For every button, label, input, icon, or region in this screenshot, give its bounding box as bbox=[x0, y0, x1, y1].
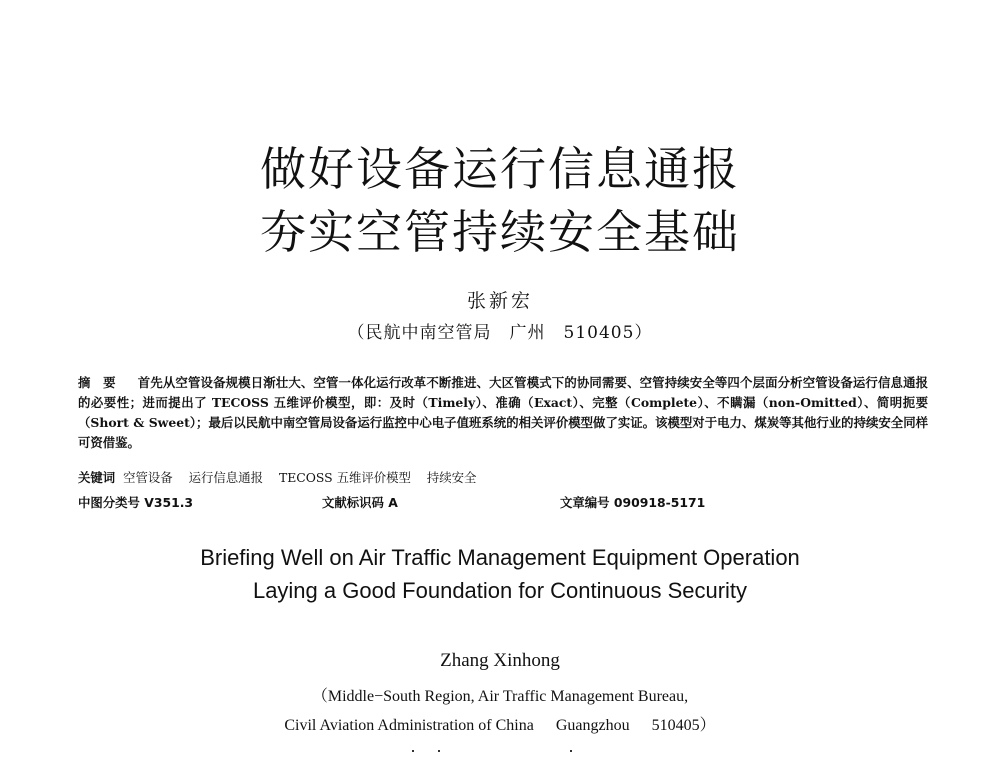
scan-speck bbox=[570, 750, 572, 752]
keywords-label: 关键词 bbox=[78, 470, 116, 485]
abstract-text: 首先从空管设备规模日渐壮大、空管一体化运行改革不断推进、大区管模式下的协同需要、空管持续安全等四个层面分析空管设备运行信息通报的必要性；进而提出了 TECOSS 五维评价模型，即：及时（Timely）、准确（Exact）、完整（Complete）、不瞒漏（non-Omitted）、简明扼要（Short & Sweet）；最后以民航中南空管局设备运行监控中心电子值班系统的相关评价模型做了实证。该模型对于电力、煤炭等其他行业的持续安全同样可资借鉴。 bbox=[78, 375, 929, 450]
abstract bbox=[78, 373, 928, 453]
english-affiliation-org: Civil Aviation Administration of China bbox=[284, 717, 534, 734]
english-affiliation-city: Guangzhou bbox=[555, 717, 630, 734]
english-affiliation-postcode: 510405） bbox=[651, 717, 716, 734]
keyword-item: 持续安全 bbox=[426, 470, 477, 485]
article-number: 文章编号 090918-5171 bbox=[560, 495, 706, 510]
keyword-item: 空管设备 bbox=[123, 470, 173, 485]
english-title-line-1: Briefing Well on Air Traffic Management Equipment Operation bbox=[200, 545, 800, 570]
chinese-title-line-1: 做好设备运行信息通报 bbox=[260, 142, 740, 196]
scan-speck bbox=[412, 750, 414, 752]
affiliation-city: 广州 bbox=[509, 323, 546, 343]
english-author: Zhang Xinhong bbox=[440, 650, 560, 671]
chinese-author: 张新宏 bbox=[466, 290, 533, 312]
keywords bbox=[78, 468, 488, 486]
classification-number: 中图分类号 V351.3 bbox=[78, 495, 194, 510]
english-affiliation-line-1: （Middle−South Region, Air Traffic Management Bureau, bbox=[311, 688, 689, 705]
document-code: 文献标识码 A bbox=[322, 495, 398, 510]
keyword-item: TECOSS 五维评价模型 bbox=[278, 470, 411, 485]
chinese-title-line-2: 夯实空管持续安全基础 bbox=[260, 205, 740, 259]
chinese-affiliation bbox=[0, 318, 1000, 343]
scan-speck bbox=[438, 750, 440, 752]
english-title-line-2: Laying a Good Foundation for Continuous Security bbox=[252, 578, 748, 603]
affiliation-org: （民航中南空管局 bbox=[347, 323, 492, 343]
english-affiliation-line-2 bbox=[0, 712, 1000, 735]
affiliation-postcode: 510405） bbox=[563, 323, 653, 343]
keyword-item: 运行信息通报 bbox=[188, 470, 263, 485]
abstract-label: 摘 要 bbox=[78, 375, 116, 390]
